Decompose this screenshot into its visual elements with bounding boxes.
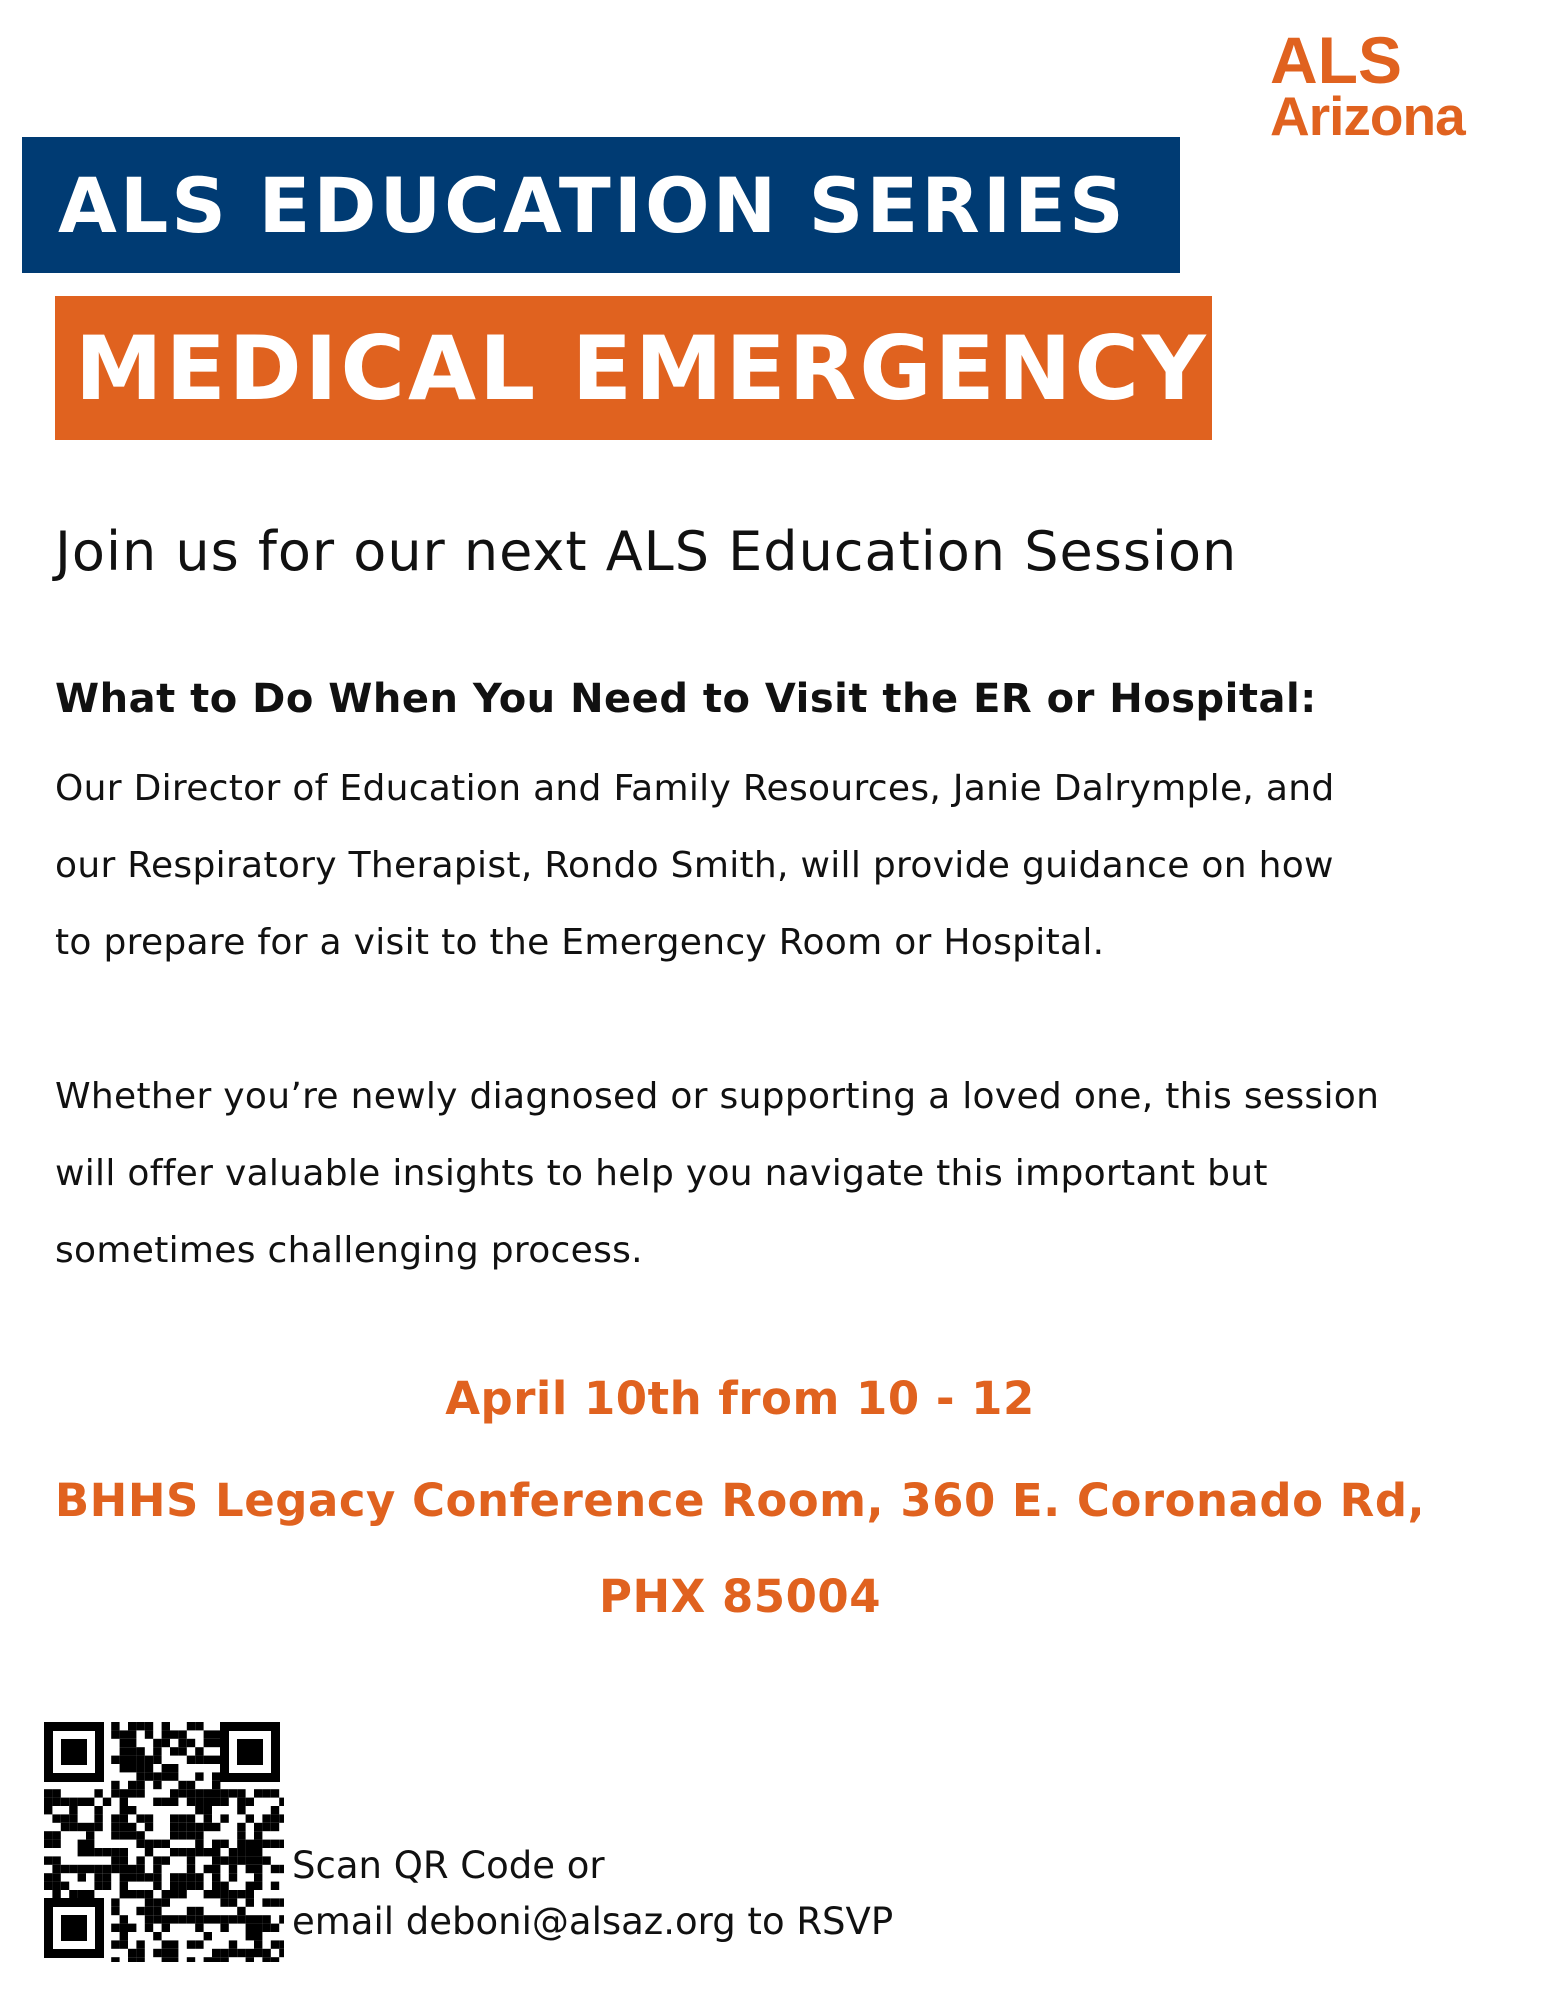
als-arizona-logo bbox=[1270, 23, 1520, 147]
description-paragraph-1 bbox=[55, 750, 1475, 981]
series-title: ALS EDUCATION SERIES bbox=[58, 160, 1127, 250]
rsvp-line-1: Scan QR Code or bbox=[292, 1844, 605, 1887]
paragraph-line: our Respiratory Therapist, Rondo Smith, will provide guidance on how bbox=[55, 845, 1334, 886]
section-subheading: What to Do When You Need to Visit the ER or Hospital: bbox=[55, 676, 1317, 722]
event-location-line-1: BHHS Legacy Conference Room, 360 E. Coronado Rd, bbox=[54, 1474, 1426, 1527]
paragraph-line: will offer valuable insights to help you navigate this important but bbox=[55, 1153, 1268, 1194]
series-banner bbox=[22, 137, 1180, 273]
qr-code-icon[interactable] bbox=[40, 1718, 284, 1962]
topic-title: MEDICAL EMERGENCY bbox=[75, 316, 1209, 420]
logo-line-arizona: Arizona bbox=[1270, 84, 1465, 147]
page-heading: Join us for our next ALS Education Session bbox=[55, 520, 1238, 583]
paragraph-line: sometimes challenging process. bbox=[55, 1230, 643, 1271]
description-paragraph-2 bbox=[55, 1058, 1475, 1289]
event-date-time: April 10th from 10 - 12 bbox=[445, 1372, 1035, 1425]
paragraph-line: Our Director of Education and Family Resources, Janie Dalrymple, and bbox=[55, 768, 1335, 809]
event-location-line-2: PHX 85004 bbox=[598, 1570, 882, 1623]
rsvp-instructions bbox=[292, 1838, 893, 1950]
paragraph-line: Whether you’re newly diagnosed or supporting a loved one, this session bbox=[55, 1076, 1380, 1117]
rsvp-line-2: email deboni@alsaz.org to RSVP bbox=[292, 1900, 894, 1943]
paragraph-line: to prepare for a visit to the Emergency Room or Hospital. bbox=[55, 922, 1105, 963]
logo-line-als: ALS bbox=[1270, 23, 1402, 97]
topic-banner bbox=[55, 296, 1212, 440]
